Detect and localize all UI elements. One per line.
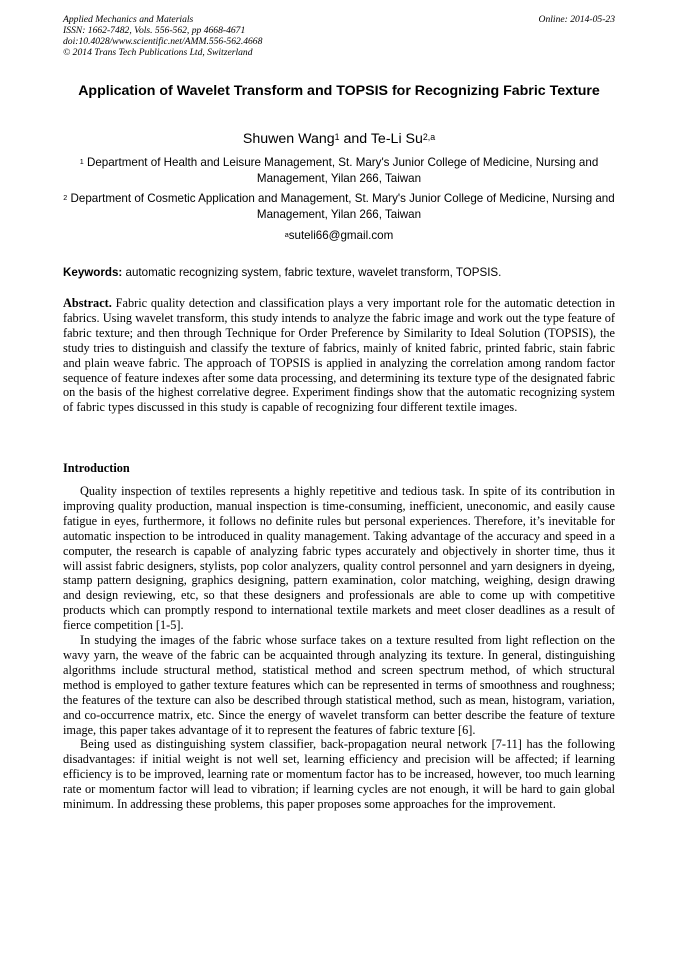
copyright-line: © 2014 Trans Tech Publications Ltd, Switzerland: [63, 47, 253, 58]
author-2-affiliation-marker: 2,a: [422, 132, 436, 143]
affiliation-1-marker: 1: [79, 156, 84, 166]
author-conjunction: and: [339, 131, 371, 147]
affiliation-2-text: Department of Cosmetic Application and Management, St. Mary's Junior College of Medicine, Nursing and Management, Yilan 266, Taiwan: [70, 192, 615, 221]
affiliation-2: [63, 191, 615, 222]
online-date: Online: 2014-05-23: [538, 14, 615, 25]
email-marker: a: [284, 229, 289, 239]
corresponding-email: [63, 228, 615, 244]
intro-paragraph-3: Being used as distinguishing system classifier, back-propagation neural network [7-11] has the following disadvantages: if initial weight is not well set, learning efficiency and precision will be affected; if learning efficiency is to be improved, learning rate or momentum factor has to be increased, however, too much learning rate or momentum factor will lead to vibration; if learning cycles are not enough, it will be hard to gain global minimum. In addressing these problems, this paper proposes some approaches for the improvement.: [63, 737, 615, 812]
keywords-text: automatic recognizing system, fabric texture, wavelet transform, TOPSIS.: [125, 266, 502, 279]
email-address[interactable]: suteli66@gmail.com: [288, 229, 394, 242]
journal-header: [63, 14, 615, 58]
intro-paragraph-1: Quality inspection of textiles represents a highly repetitive and tedious task. In spite of its contribution in improving quality production, manual inspection is time-consuming, inefficient, uneconomic, and easily cause fatigue in eyes, furthermore, it follows no definite rules but personal experiences. Therefore, it’s inevitable for automatic inspection to be introduced in quality management. Taking advantage of the accuracy and speed in a computer, the research is capable of analyzing fabric types accurately and objectively in shorter time, thus it will assist fabric designers, stylists, pop color analyzers, quality control personnel and yarn designers in dyeing, stamp pattern designing, graphics designing, pattern examination, color matching, weighing, design drawing and design reviewing, etc, so that these designers and professionals are able to come up with competitive products which can promptly respond to international textile markets and meet closer deadlines as a result of fierce competition [1-5].: [63, 484, 615, 633]
issn-line: ISSN: 1662-7482, Vols. 556-562, pp 4668-4671: [63, 25, 246, 36]
author-1-affiliation-marker: 1: [334, 132, 340, 143]
author-1: Shuwen Wang: [242, 131, 335, 147]
intro-paragraph-2: In studying the images of the fabric whose surface takes on a texture resulted from light reflection on the wavy yarn, the weave of the fabric can be acquainted through analyzing its texture. In general, distinguishing algorithms include structural method, statistical method and screen spectrum method, of which structural method is employed to gather texture features which can be represented in terms of smoothness and roughness; the features of the texture can also be described through statistical method, such as mean, histogram, variation, and co-occurrence matrix, etc. Since the energy of wavelet transform can better describe the feature of texture image, this paper takes advantage of it to represent the features of fabric texture [6].: [63, 633, 615, 737]
author-line: [63, 130, 615, 148]
abstract-block: [63, 296, 615, 415]
affiliation-1-text: Department of Health and Leisure Management, St. Mary's Junior College of Medicine, Nursing and Management, Yilan 266, Taiwan: [86, 156, 599, 185]
journal-name: Applied Mechanics and Materials: [63, 14, 194, 25]
keywords-block: [63, 265, 623, 280]
introduction-body: [63, 484, 615, 812]
author-2: Te-Li Su: [370, 131, 423, 147]
abstract-label: Abstract.: [63, 296, 112, 310]
affiliation-2-marker: 2: [63, 192, 68, 202]
abstract-text: Fabric quality detection and classification plays a very important role for the automatic detection in fabrics. Using wavelet transform, this study intends to analyze the fabric image and work out the type feature of fabric texture; and then through Technique for Order Preference by Similarity to Ideal Solution (TOPSIS), the study tries to distinguish and classify the texture of fabrics, mainly of knited fabric, printed fabric, stain fabric and plain weave fabric. The approach of TOPSIS is applied in analyzing the correlation among random factor sequence of feature indexes after some data processing, and determining its texture type of the designated fabric on the basis of the highest correlative degree. Experiment findings show that the automatic recognizing system of fabric types discussed in this study is capable of recognizing four different textile images.: [63, 296, 616, 415]
paper-title: Application of Wavelet Transform and TOPSIS for Recognizing Fabric Texture: [78, 83, 600, 99]
introduction-heading: Introduction: [63, 461, 130, 475]
keywords-label: Keywords:: [63, 266, 123, 279]
affiliation-1: [63, 155, 615, 186]
doi-line[interactable]: doi:10.4028/www.scientific.net/AMM.556-562.4668: [63, 36, 263, 47]
